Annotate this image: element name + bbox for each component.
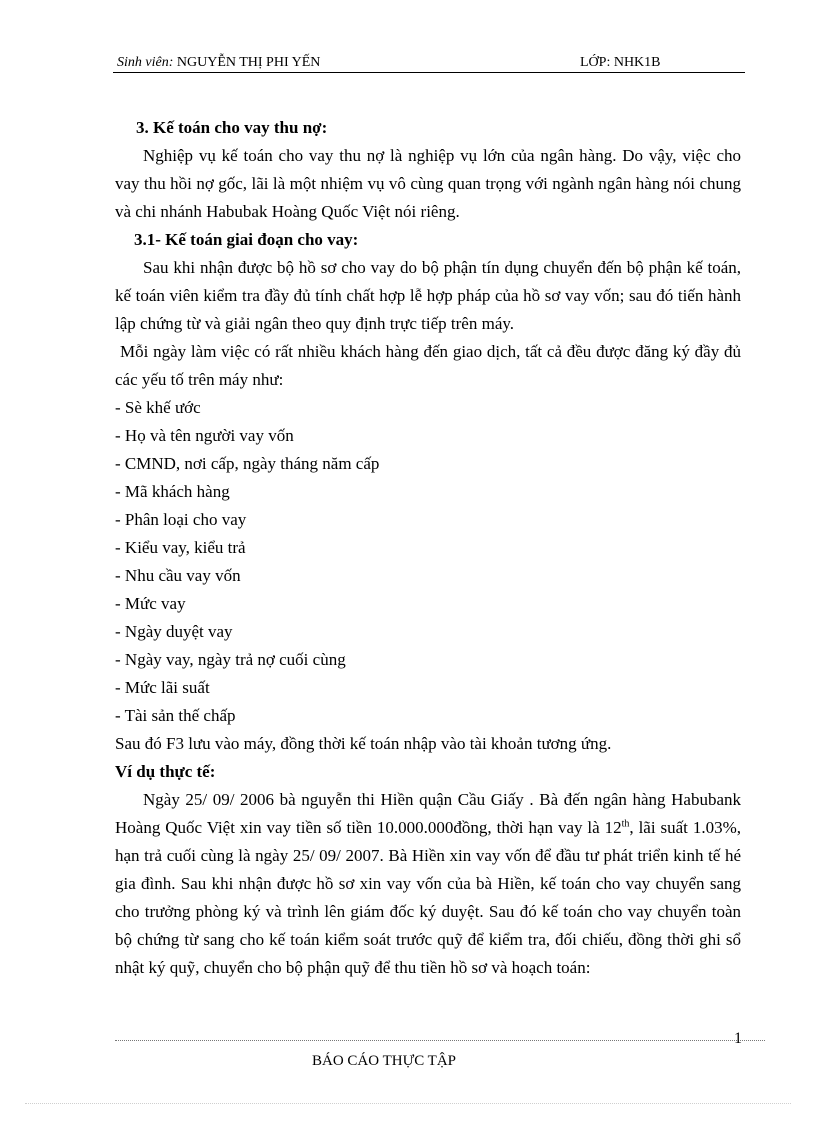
page-bottom-divider: [25, 1103, 791, 1104]
section-intro: Nghiệp vụ kế toán cho vay thu nợ là nghiệp vụ lớn của ngân hàng. Do vậy, việc cho vay thu hồi nợ gốc, lãi là một nhiệm vụ vô cùng quan trọng với ngành ngân hàng nói chung và chi nhánh Habubak Hoàng Quốc Việt nói riêng.: [115, 146, 741, 221]
example-text-part1: Ngày 25/ 09/ 2006 bà nguyễn thi Hiền quận Cầu Giấy . Bà đến ngân hàng Habubank Hoàng Quốc Việt xin vay tiền số tiền 10.000.000đồng, thời hạn vay là 12: [115, 790, 741, 837]
example-paragraph: [115, 786, 741, 982]
example-text-part2: , lãi suất 1.03%, hạn trả cuối cùng là ngày 25/ 09/ 2007. Bà Hiền xin vay vốn để đầu tư phát triển kinh tế hé gia đình. Sau khi nhận được hồ sơ xin vay vốn của bà Hiền, kế toán cho vay chuyển sang cho trưởng phòng ký và trình lên giám đốc ký duyệt. Sau đó kế toán cho vay chuyển toàn bộ chứng từ sang cho kế toán kiểm soát trước quỹ để kiểm tra, đối chiếu, đồng thời ghi sổ nhật ký quỹ, chuyển cho bộ phận quỹ để thu tiền hồ sơ và hoạch toán:: [115, 818, 741, 977]
list-item: - Mã khách hàng: [115, 482, 230, 501]
list-item: - Họ và tên người vay vốn: [115, 426, 294, 445]
footer-title: BÁO CÁO THỰC TẬP: [312, 1053, 457, 1069]
list-item: - Sè khế ước: [115, 398, 201, 417]
subsection-heading: 3.1- Kế toán giai đoạn cho vay:: [134, 230, 359, 249]
page-number: 1: [734, 1030, 742, 1047]
page-header: [113, 54, 745, 73]
list-item: - Phân loại cho vay: [115, 510, 247, 529]
student-label: Sinh viên:: [117, 55, 174, 70]
list-item: - Ngày vay, ngày trả nợ cuối cùng: [115, 650, 346, 669]
student-info: [117, 55, 320, 71]
student-name: NGUYỄN THỊ PHI YẾN: [176, 55, 321, 70]
list-item: - Ngày duyệt vay: [115, 622, 233, 641]
list-item: - Nhu cầu vay vốn: [115, 566, 241, 585]
example-heading: Ví dụ thực tế:: [115, 762, 216, 781]
superscript-th: th: [621, 818, 630, 830]
subsection-paragraph-2: Mỗi ngày làm việc có rất nhiều khách hàng đến giao dịch, tất cả đều được đăng ký đầy đủ các yếu tố trên máy như:: [115, 342, 741, 389]
list-item: - Kiểu vay, kiểu trả: [115, 538, 246, 557]
footer-divider: [115, 1040, 765, 1041]
after-list-text: Sau đó F3 lưu vào máy, đồng thời kế toán nhập vào tài khoản tương ứng.: [115, 734, 612, 753]
document-body: [115, 114, 741, 982]
class-label: LỚP: NHK1B: [580, 55, 661, 70]
list-item: - Tài sản thế chấp: [115, 706, 236, 725]
list-item: - Mức lãi suất: [115, 678, 210, 697]
subsection-paragraph-1: Sau khi nhận được bộ hồ sơ cho vay do bộ phận tín dụng chuyển đến bộ phận kế toán, kế toán viên kiểm tra đầy đủ tính chất hợp lễ hợp pháp của hồ sơ vay vốn; sau đó tiến hành lập chứng từ và giải ngân theo quy định trực tiếp trên máy.: [115, 258, 741, 333]
list-item: - CMND, nơi cấp, ngày tháng năm cấp: [115, 454, 380, 473]
list-item: - Mức vay: [115, 594, 186, 613]
section-heading: 3. Kế toán cho vay thu nợ:: [136, 118, 328, 137]
